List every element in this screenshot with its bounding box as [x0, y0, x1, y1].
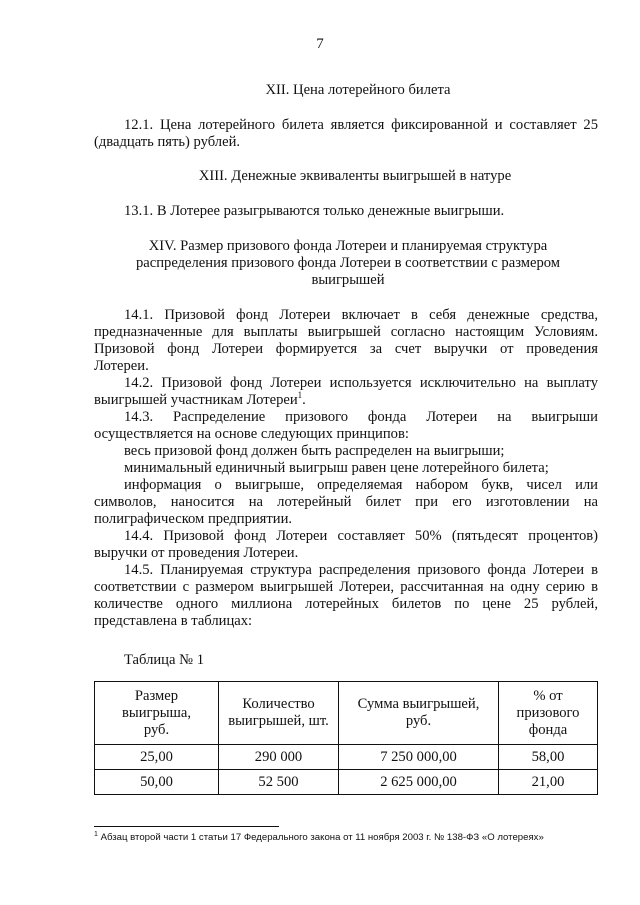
cell-prize-size: 50,00 — [95, 770, 219, 795]
footnote-reference: 1 — [297, 390, 303, 401]
paragraph-12-1-line-2: (двадцать пять) рублей. — [94, 134, 241, 150]
cell-prize-size: 25,00 — [95, 745, 219, 770]
cell-percent: 21,00 — [499, 770, 598, 795]
section-12-heading: XII. Цена лотерейного билета — [265, 82, 451, 98]
paragraph-14-4-line-2: выручки от проведения Лотереи. — [94, 545, 299, 561]
principle-item-2: минимальный единичный выигрыш равен цене лотерейного билета; — [124, 460, 549, 476]
cell-prize-count: 290 000 — [219, 745, 339, 770]
cell-prize-sum: 7 250 000,00 — [339, 745, 499, 770]
principle-item-3-line-1: информация о выигрыше, определяемая набором букв, чисел или — [124, 477, 598, 493]
paragraph-14-1-line-1: 14.1. Призовой фонд Лотереи включает в себя денежные средства, — [124, 307, 598, 323]
paragraph-14-3-line-1: 14.3. Распределение призового фонда Лотереи на выигрыши — [124, 409, 598, 425]
section-14-heading-line-1: XIV. Размер призового фонда Лотереи и планируемая структура — [148, 238, 548, 254]
footnote — [94, 832, 544, 843]
header-prize-sum: Сумма выигрышей, руб. — [339, 682, 499, 745]
principle-item-3-line-2: символов, наносится на лотерейный билет при его изготовлении на — [94, 494, 598, 510]
cell-prize-count: 52 500 — [219, 770, 339, 795]
paragraph-14-1-line-2: предназначенные для выплаты выигрышей согласно настоящим Условиям. — [94, 324, 598, 340]
paragraph-14-2-line-1: 14.2. Призовой фонд Лотереи используется исключительно на выплату — [124, 375, 598, 391]
paragraph-14-2-text: выигрышей участникам Лотереи — [94, 392, 298, 408]
paragraph-14-5-line-1: 14.5. Планируемая структура распределения призового фонда Лотереи в — [124, 562, 598, 578]
table-caption: Таблица № 1 — [124, 652, 204, 668]
cell-prize-sum: 2 625 000,00 — [339, 770, 499, 795]
header-percent-of-fund: % от призового фонда — [499, 682, 598, 745]
footnote-text: Абзац второй части 1 статьи 17 Федерального закона от 11 ноября 2003 г. № 138-ФЗ «О лотереях» — [97, 832, 544, 843]
paragraph-13-1: 13.1. В Лотерее разыгрываются только денежные выигрыши. — [124, 203, 505, 219]
header-prize-count: Количество выигрышей, шт. — [219, 682, 339, 745]
footnote-mark: 1 — [94, 830, 98, 838]
paragraph-14-4-line-1: 14.4. Призовой фонд Лотереи составляет 50% (пятьдесят процентов) — [124, 528, 598, 544]
paragraph-14-5-line-2: соответствии с размером выигрышей Лотереи, рассчитанная на одну серию в — [94, 579, 598, 595]
paragraph-14-2-period: . — [302, 392, 306, 408]
header-prize-size: Размер выигрыша, руб. — [95, 682, 219, 745]
section-14-heading-line-3: выигрышей — [311, 272, 385, 288]
table-row — [95, 745, 598, 770]
paragraph-14-1-line-3: Призовой фонд Лотереи формируется за счет выручки от проведения — [94, 341, 598, 357]
paragraph-14-5-line-4: представлена в таблицах: — [94, 613, 253, 629]
cell-percent: 58,00 — [499, 745, 598, 770]
principle-item-1: весь призовой фонд должен быть распределен на выигрыши; — [124, 443, 505, 459]
paragraph-14-5-line-3: количестве одного миллиона лотерейных билетов по цене 25 рублей, — [94, 596, 598, 612]
paragraph-14-3-line-2: осуществляется на основе следующих принципов: — [94, 426, 409, 442]
paragraph-14-1-line-4: Лотереи. — [94, 358, 149, 374]
principle-item-3-line-3: полиграфическом предприятии. — [94, 511, 293, 527]
section-13-heading: XIII. Денежные эквиваленты выигрышей в натуре — [198, 168, 512, 184]
paragraph-12-1-line-1: 12.1. Цена лотерейного билета является фиксированной и составляет 25 — [124, 117, 598, 133]
table-row — [95, 770, 598, 795]
prize-fund-table — [94, 681, 598, 795]
footnote-separator — [94, 826, 279, 827]
paragraph-14-2-line-2 — [94, 392, 306, 409]
table-header-row — [95, 682, 598, 745]
page-number: 7 — [316, 36, 324, 52]
section-14-heading-line-2: распределения призового фонда Лотереи в соответствии с размером — [135, 255, 561, 271]
